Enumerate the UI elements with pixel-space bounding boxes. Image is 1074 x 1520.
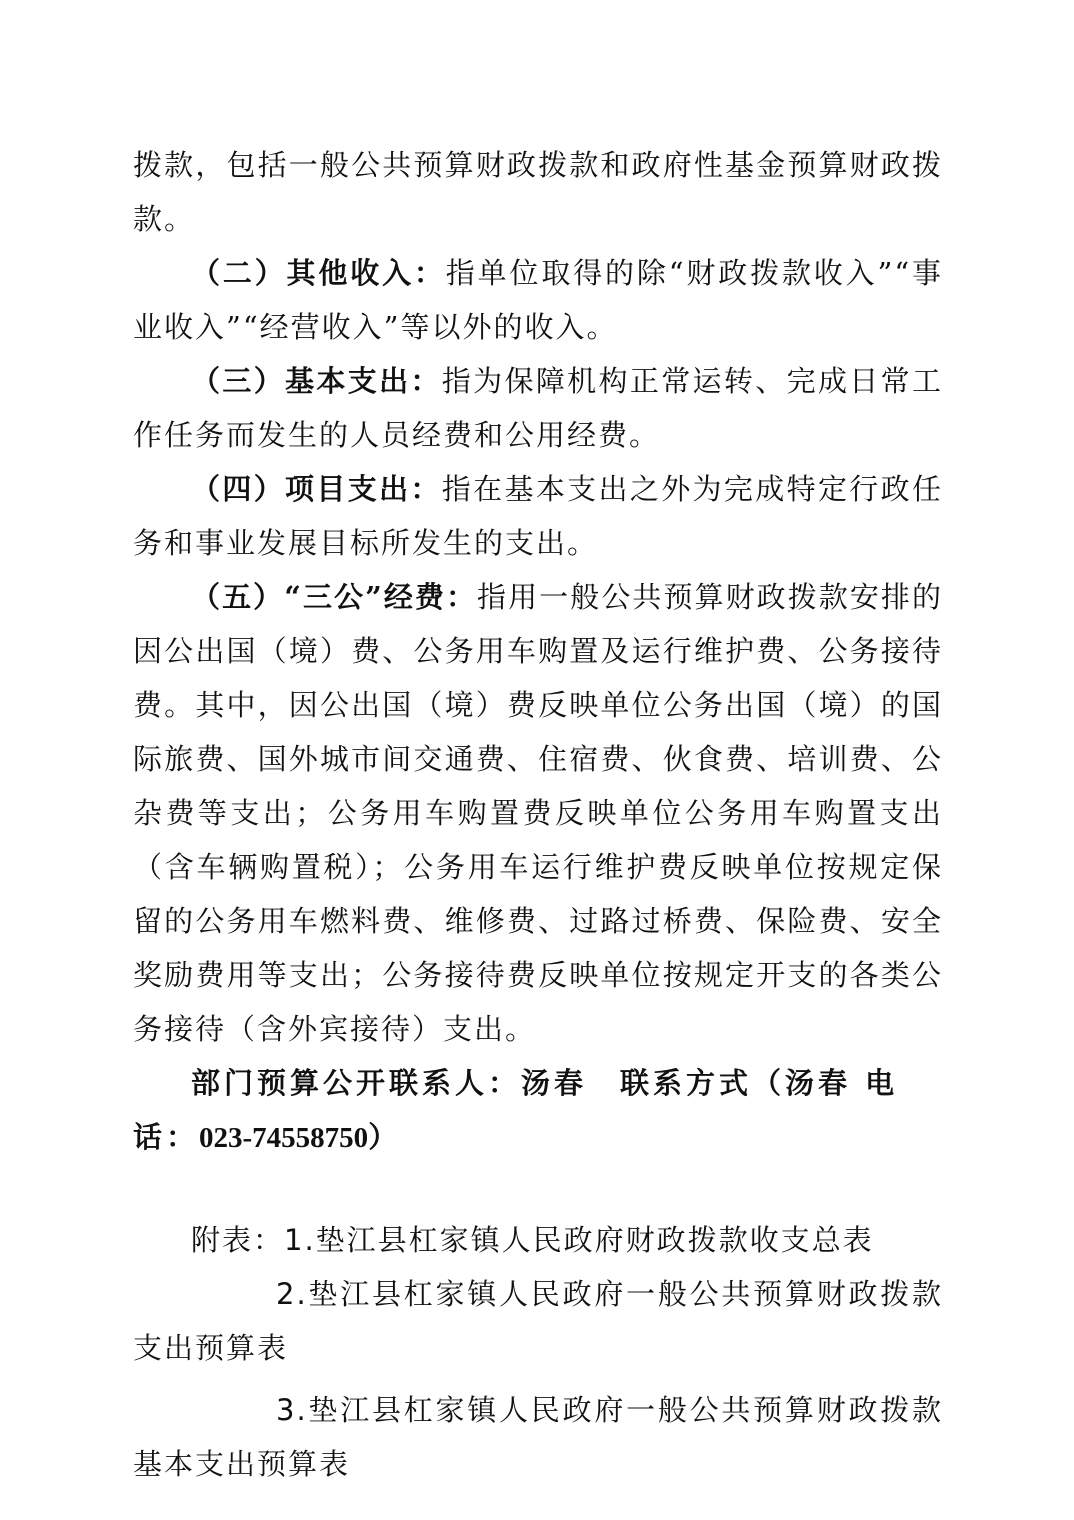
definition-basic-expenditure: 指为保障机构正常运转、完成日常工作任务而发生的人员经费和公用经费。 [133, 364, 943, 452]
term-other-income: （二）其他收入： [191, 256, 446, 290]
contact-close: ） [368, 1120, 402, 1154]
term-project-expenditure: （四）项目支出： [191, 472, 442, 506]
attachment-text: 2.垫江县杠家镇人民政府一般公共预算财政拨款支出预算表 [133, 1277, 943, 1365]
term-basic-expenditure: （三）基本支出： [191, 364, 442, 398]
contact-info [133, 1056, 943, 1165]
paragraph-other-income [133, 246, 943, 354]
attachment-list [133, 1213, 943, 1491]
attachment-text: 3.垫江县杠家镇人民政府一般公共预算财政拨款基本支出预算表 [133, 1393, 943, 1481]
paragraph-basic-expenditure [133, 354, 943, 462]
definition-three-public: 指用一般公共预算财政拨款安排的因公出国（境）费、公务用车购置及运行维护费、公务接待费。其中，因公出国（境）费反映单位公务出国（境）的国际旅费、国外城市间交通费、住宿费、伙食费、培训费、公杂费等支出；公务用车购置费反映单位公务用车购置支出（含车辆购置税）；公务用车运行维护费反映单位按规定保留的公务用车燃料费、维修费、过路过桥费、保险费、安全奖励费用等支出；公务接待费反映单位按规定开支的各类公务接待（含外宾接待）支出。 [133, 580, 943, 1046]
attachment-text: 附表：1.垫江县杠家镇人民政府财政拨款收支总表 [191, 1223, 874, 1257]
paragraph-text: 拨款，包括一般公共预算财政拨款和政府性基金预算财政拨款。 [133, 148, 943, 236]
attachment-item-1 [133, 1213, 943, 1267]
contact-phone: 023-74558750 [199, 1122, 369, 1154]
attachment-item-2 [133, 1267, 943, 1375]
attachment-item-3 [133, 1383, 943, 1491]
definition-other-income: 指单位取得的除“财政拨款收入”“事业收入”“经营收入”等以外的收入。 [133, 256, 943, 344]
paragraph-continuation [133, 138, 943, 246]
paragraph-three-public [133, 570, 943, 1056]
contact-text: 部门预算公开联系人：汤春 联系方式（汤春 电话： [133, 1066, 899, 1154]
document-page [133, 138, 943, 1491]
term-three-public: （五）“三公”经费： [191, 580, 478, 614]
definition-project-expenditure: 指在基本支出之外为完成特定行政任务和事业发展目标所发生的支出。 [133, 472, 943, 560]
paragraph-project-expenditure [133, 462, 943, 570]
